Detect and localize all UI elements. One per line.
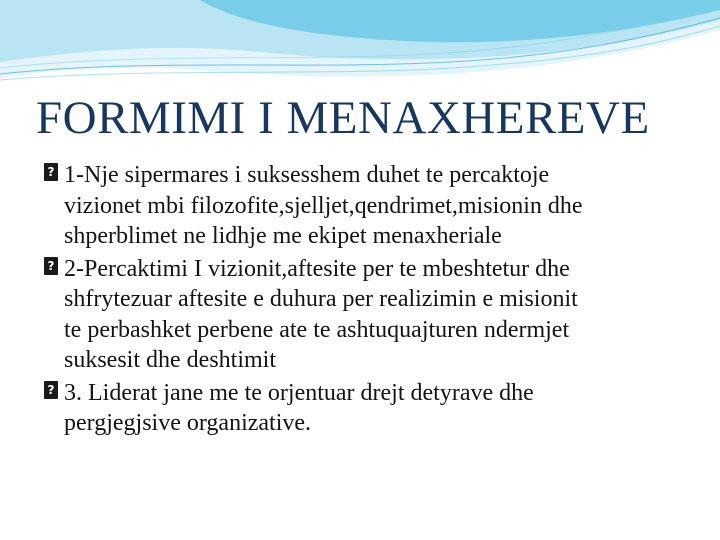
bullet-glyph-icon: ? [44, 381, 58, 399]
paragraph-line: te perbashket perbene ate te ashtuquajturen ndermjet [64, 316, 570, 343]
bullet-paragraph-3 [44, 378, 694, 439]
header-wave-decoration [0, 0, 720, 90]
paragraph-line: 2-Percaktimi I vizionit,aftesite per te mbeshtetur dhe [64, 255, 570, 282]
paragraph-line: 3. Liderat jane me te orjentuar drejt detyrave dhe [64, 379, 534, 406]
paragraph-line: pergjegjsive organizative. [64, 410, 312, 436]
paragraph-line: vizionet mbi filozofite,sjelljet,qendrimet,misionin dhe [64, 192, 583, 219]
paragraph-line: shfrytezuar aftesite e duhura per realizimin e misionit [64, 286, 578, 312]
bullet-glyph-icon: ? [44, 257, 58, 275]
paragraph-line: 1-Nje sipermares i suksesshem duhet te percaktoje [64, 162, 550, 188]
paragraph-line: suksesit dhe deshtimit [64, 347, 276, 373]
bullet-glyph-icon: ? [44, 163, 58, 181]
slide-body [44, 160, 694, 441]
slide-title: FORMIMI I MENAXHEREVE [36, 92, 650, 144]
bullet-paragraph-1 [44, 160, 694, 252]
bullet-paragraph-2 [44, 254, 694, 376]
paragraph-line: shperblimet ne lidhje me ekipet menaxheriale [64, 223, 502, 249]
